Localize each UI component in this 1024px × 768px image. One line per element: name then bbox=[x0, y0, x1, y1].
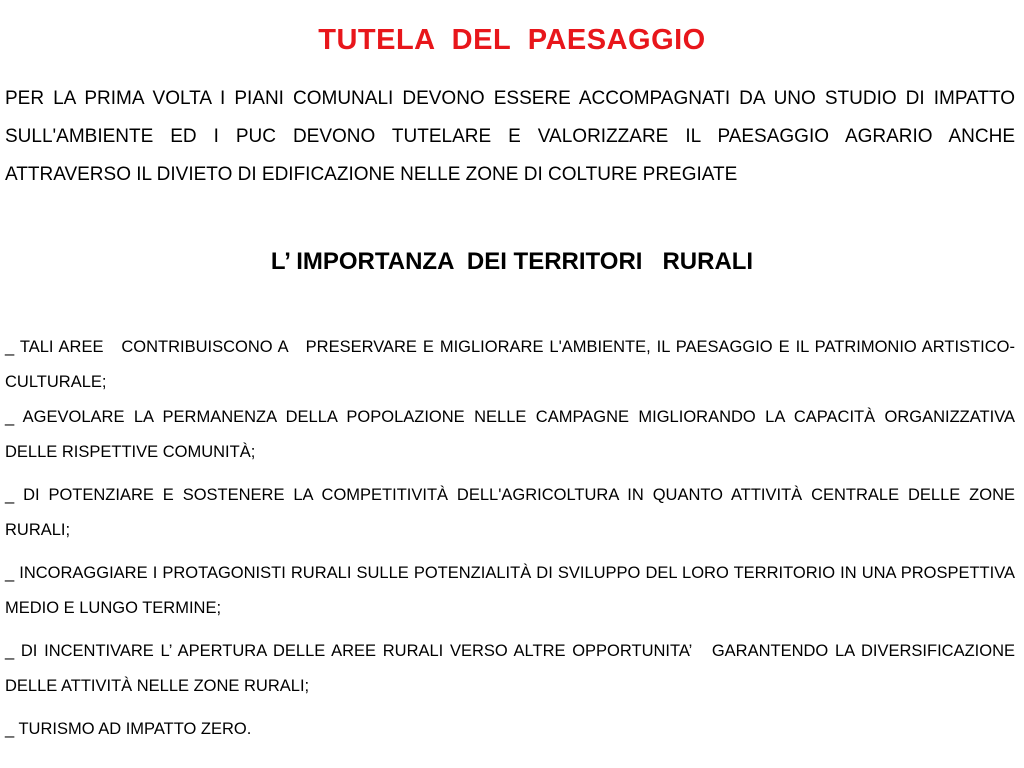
section-subtitle: L’ IMPORTANZA DEI TERRITORI RURALI bbox=[270, 248, 754, 275]
bullet-item: _ AGEVOLARE LA PERMANENZA DELLA POPOLAZIONE NELLE CAMPAGNE MIGLIORANDO LA CAPACITÀ ORGANIZZATIVA DELLE RISPETTIVE COMUNITÀ; bbox=[5, 408, 1020, 461]
bullet-item: _ DI POTENZIARE E SOSTENERE LA COMPETITIVITÀ DELL'AGRICOLTURA IN QUANTO ATTIVITÀ CENTRALE DELLE ZONE RURALI; bbox=[5, 486, 1020, 539]
intro-paragraph: PER LA PRIMA VOLTA I PIANI COMUNALI DEVONO ESSERE ACCOMPAGNATI DA UNO STUDIO DI IMPATTO SULL'AMBIENTE ED I PUC DEVONO TUTELARE E VALORIZZARE IL PAESAGGIO AGRARIO ANCHE ATTRAVERSO IL DIVIETO DI EDIFICAZIONE NELLE ZONE DI COLTURE PREGIATE bbox=[5, 88, 1015, 185]
bullet-item: _ DI INCENTIVARE L’ APERTURA DELLE AREE RURALI VERSO ALTRE OPPORTUNITA’ GARANTENDO LA DIVERSIFICAZIONE DELLE ATTIVITÀ NELLE ZONE RURALI; bbox=[5, 642, 1020, 695]
bullet-item: _ INCORAGGIARE I PROTAGONISTI RURALI SULLE POTENZIALITÀ DI SVILUPPO DEL LORO TERRITORIO IN UNA PROSPETTIVA MEDIO E LUNGO TERMINE; bbox=[5, 564, 1020, 617]
bullet-item: _ TALI AREE CONTRIBUISCONO A PRESERVARE E MIGLIORARE L'AMBIENTE, IL PAESAGGIO E IL PATRIMONIO ARTISTICO-CULTURALE; bbox=[5, 338, 1015, 391]
bullet-list bbox=[5, 330, 1020, 747]
slide-title: TUTELA DEL PAESAGGIO bbox=[318, 24, 706, 56]
bullet-item: _ TURISMO AD IMPATTO ZERO. bbox=[5, 720, 252, 738]
